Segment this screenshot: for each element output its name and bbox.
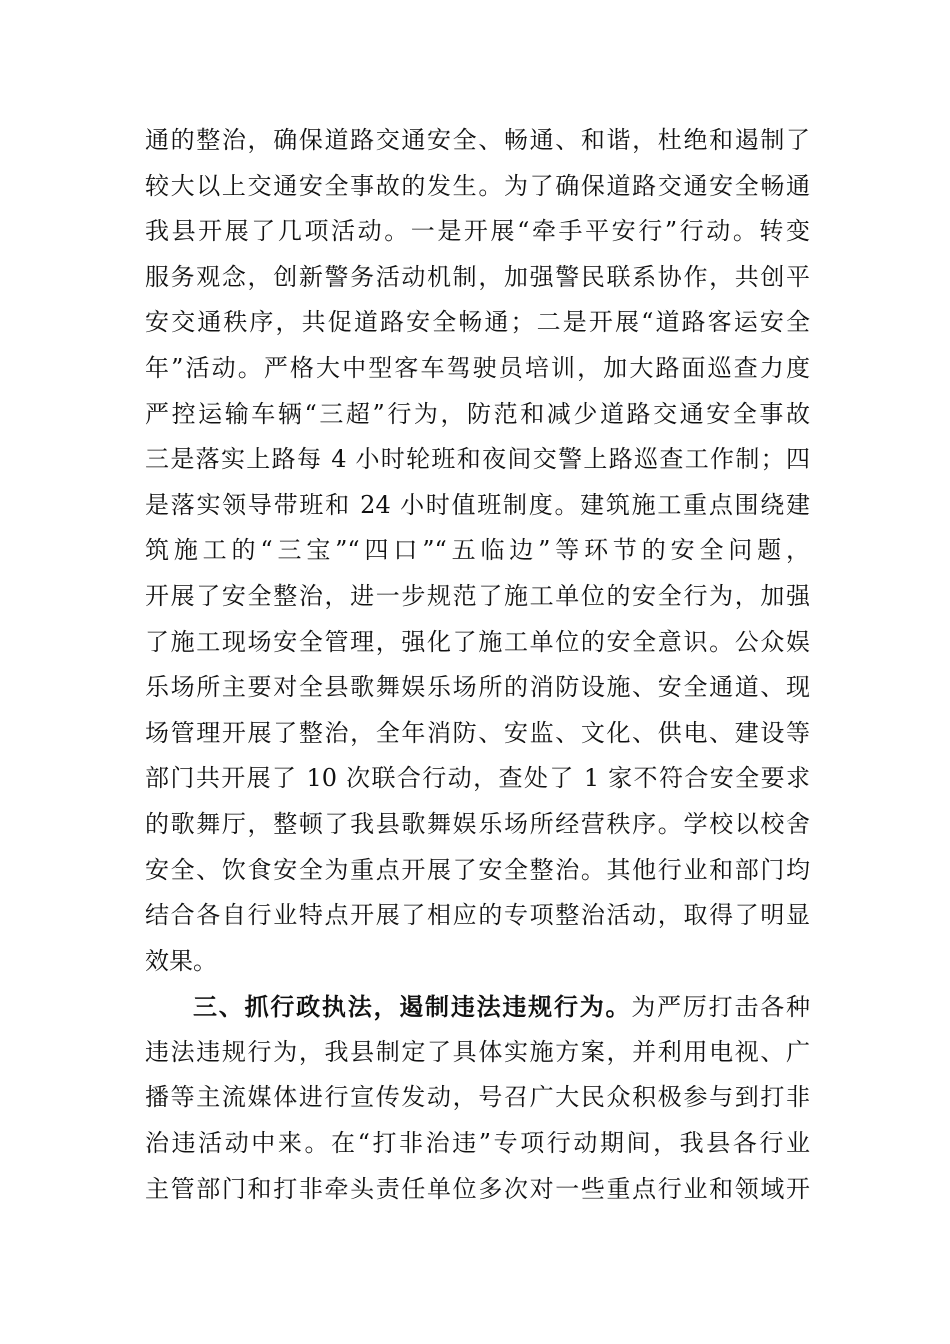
paragraph-line: 安全、饮食安全为重点开展了安全整治。其他行业和部门均 bbox=[145, 855, 810, 884]
paragraph-line: 安交通秩序，共促道路安全畅通；二是开展“道路客运安全 bbox=[145, 308, 810, 337]
paragraph-line: 服务观念，创新警务活动机制，加强警民联系协作，共创平 bbox=[145, 262, 810, 291]
paragraph-line: 场管理开展了整治，全年消防、安监、文化、供电、建设等 bbox=[145, 718, 810, 747]
paragraph-line: 部门共开展了 10 次联合行动，查处了 1 家不符合安全要求 bbox=[145, 764, 810, 793]
paragraph-line: 年”活动。严格大中型客车驾驶员培训，加大路面巡查力度 bbox=[145, 353, 810, 382]
paragraph-line: 三是落实上路每 4 小时轮班和夜间交警上路巡查工作制；四 bbox=[145, 445, 810, 474]
paragraph-line: 通的整治，确保道路交通安全、畅通、和谐，杜绝和遏制了 bbox=[145, 126, 810, 154]
paragraph-line: 主管部门和打非牵头责任单位多次对一些重点行业和领域开 bbox=[145, 1174, 810, 1203]
section-heading-continuation: 为严厉打击各种 bbox=[631, 993, 810, 1022]
paragraph-line: 违法违规行为，我县制定了具体实施方案，并利用电视、广 bbox=[145, 1037, 810, 1066]
paragraph-line: 了施工现场安全管理，强化了施工单位的安全意识。公众娱 bbox=[145, 627, 810, 656]
paragraph-line: 较大以上交通安全事故的发生。为了确保道路交通安全畅通 bbox=[145, 171, 810, 200]
paragraph-line: 严控运输车辆“三超”行为，防范和减少道路交通安全事故 bbox=[145, 399, 810, 428]
paragraph-line: 乐场所主要对全县歌舞娱乐场所的消防设施、安全通道、现 bbox=[145, 673, 810, 702]
paragraph-line: 我县开展了几项活动。一是开展“牵手平安行”行动。转变 bbox=[145, 217, 810, 246]
paragraph-line: 播等主流媒体进行宣传发动，号召广大民众积极参与到打非 bbox=[145, 1083, 810, 1112]
paragraph-line: 结合各自行业特点开展了相应的专项整治活动，取得了明显 bbox=[145, 901, 810, 930]
body-text bbox=[145, 118, 810, 1212]
section-heading: 三、抓行政执法，遏制违法违规行为。 bbox=[193, 992, 632, 1022]
paragraph-line: 治违活动中来。在“打非治违”专项行动期间，我县各行业 bbox=[145, 1129, 810, 1158]
paragraph-line: 是落实领导带班和 24 小时值班制度。建筑施工重点围绕建 bbox=[145, 490, 810, 519]
paragraph-line: 的歌舞厅，整顿了我县歌舞娱乐场所经营秩序。学校以校舍 bbox=[145, 809, 810, 838]
paragraph-line: 筑施工的“三宝”“四口”“五临边”等环节的安全问题， bbox=[145, 536, 810, 565]
paragraph-line: 开展了安全整治，进一步规范了施工单位的安全行为，加强 bbox=[145, 581, 810, 610]
section-heading-line bbox=[145, 984, 810, 1030]
paragraph-line: 效果。 bbox=[145, 946, 217, 975]
